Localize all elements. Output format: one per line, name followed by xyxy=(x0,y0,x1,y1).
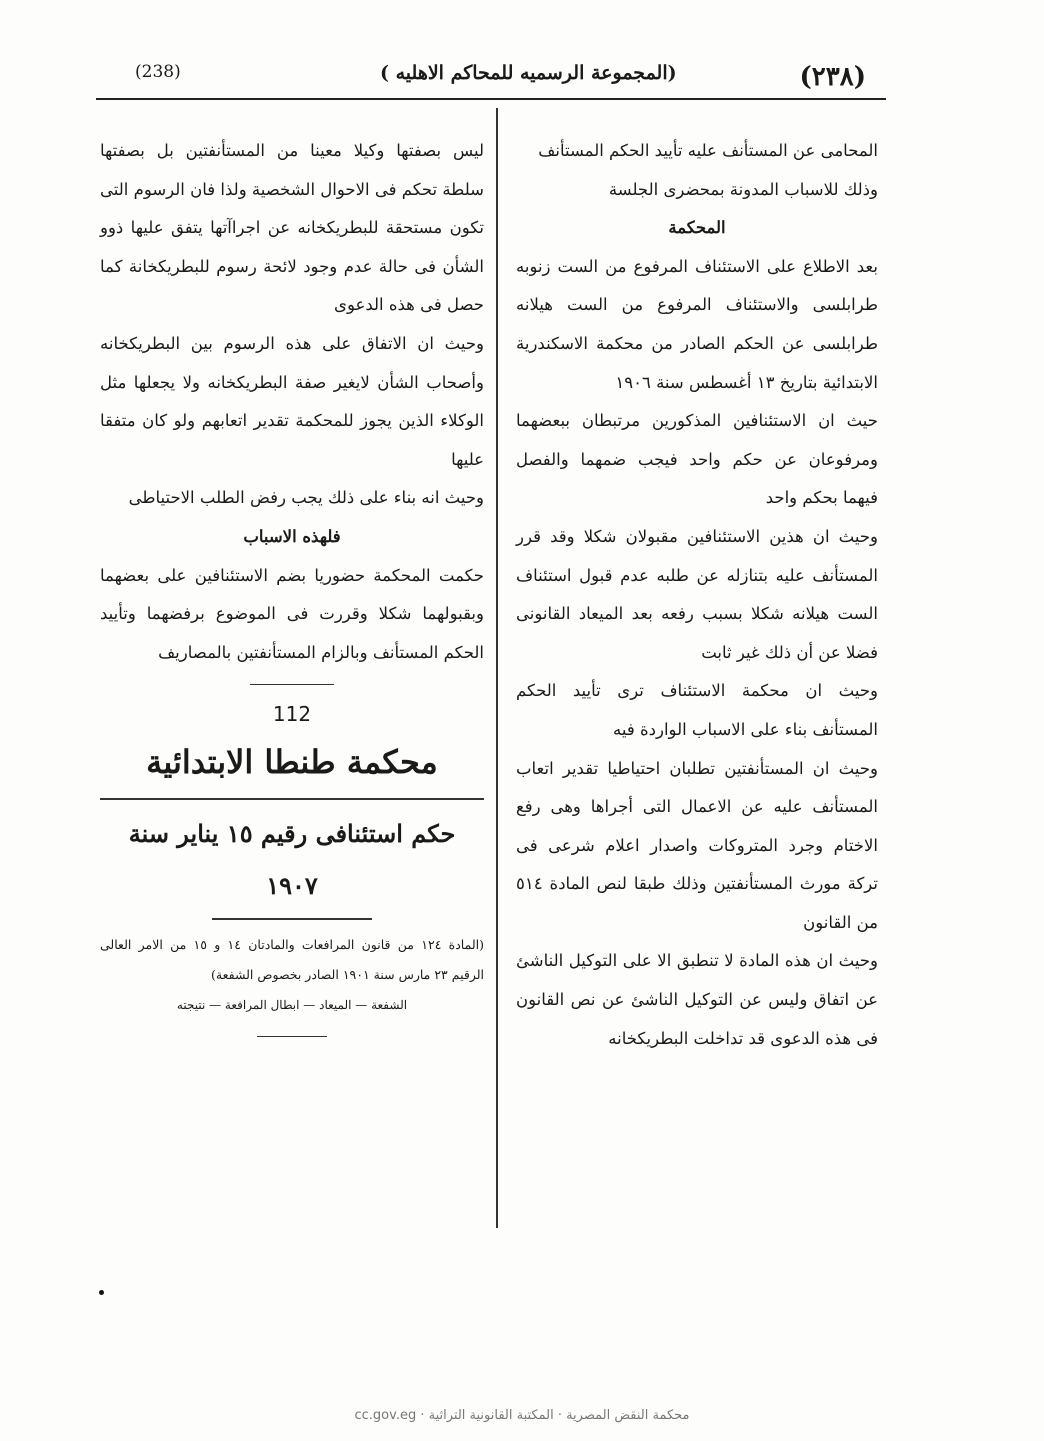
section-separator xyxy=(250,684,334,685)
left-column xyxy=(100,132,484,1037)
left-paragraph-3: وحيث انه بناء على ذلك يجب رفض الطلب الاحتياطى xyxy=(128,488,484,508)
page-number-latin: (238) xyxy=(135,62,181,82)
court-name: محكمة طنطا الابتدائية xyxy=(146,742,438,781)
left-paragraph-1: ليس بصفتها وكيلا معينا من المستأنفتين بل بصفتها سلطة تحكم فى الاحوال الشخصية ولذا فان الرسوم التى تكون مستحقة للبطريكخانه عن اجراآتها يتفق عليها ذوو الشأن فى حالة عدم وجود لائحة رسوم للبطريكخانة كما حصل فى هذه الدعوى xyxy=(100,141,484,315)
right-paragraph-3: وحيث ان هذين الاستئنافين مقبولان شكلا وقد قرر المستأنف عليه بتنازله عن طلبه عدم قبول استئناف الست هيلانه شكلا بسبب رفعه بعد الميعاد القانونى فضلا عن أن ذلك غير ثابت xyxy=(516,526,878,662)
right-paragraph-5: وحيث ان المستأنفتين تطلبان احتياطيا تقدير اتعاب المستأنف عليه عن الاعمال التى أجراها وهى رفع الاختام وجرد المتروكات واصدار اعلام شرعى فى تركة مورث المستأنفتين وذلك طبقا لنص المادة ٥١٤ من القانون xyxy=(516,758,878,932)
running-title: (المجموعة الرسميه للمحاكم الاهليه ) xyxy=(380,62,677,84)
case-number: 112 xyxy=(272,702,312,727)
keywords-line: الشفعة — الميعاد — ابطال المرافعة — نتيجته xyxy=(176,997,408,1012)
legal-note: (المادة ١٢٤ من قانون المرافعات والمادتان ١٤ و ١٥ من الامر العالى الرقيم ٢٣ مارس سنة ١٩٠١ الصادر بخصوص الشفعة) xyxy=(100,936,484,982)
right-paragraph-4: وحيث ان محكمة الاستئناف ترى تأييد الحكم المستأنف بناء على الاسباب الواردة فيه xyxy=(516,681,878,739)
column-divider xyxy=(496,108,498,1228)
section-heading-court: المحكمة xyxy=(668,218,726,238)
right-column xyxy=(516,132,878,1058)
judgment-title: حكم استئنافى رقيم ١٥ يناير سنة ١٩٠٧ xyxy=(128,818,456,900)
right-line-1: المحامى عن المستأنف عليه تأييد الحكم المستأنف xyxy=(538,141,878,160)
right-paragraph-1: بعد الاطلاع على الاستئناف المرفوع من الست زنوبه طرابلسى والاستئناف المرفوع من الست هيلانه طرابلسى عن الحكم الصادر من محكمة الاسكندرية الابتدائية بتاريخ ١٣ أغسطس سنة ١٩٠٦ xyxy=(516,256,878,392)
court-rule xyxy=(100,798,484,800)
section-heading-reasons: فلهذه الاسباب xyxy=(243,526,341,546)
right-paragraph-6: وحيث ان هذه المادة لا تنطبق الا على التوكيل الناشئ عن اتفاق وليس عن التوكيل الناشئ عن نص القانون فى هذه الدعوى قد تداخلت البطريكخانه xyxy=(516,951,878,1048)
right-paragraph-2: حيث ان الاستئنافين المذكورين مرتبطان ببعضهما ومرفوعان عن حكم واحد فيجب ضمهما والفصل فيهما بحكم واحد xyxy=(516,411,878,508)
end-rule xyxy=(257,1036,327,1037)
left-paragraph-2: وحيث ان الاتفاق على هذه الرسوم بين البطريكخانه وأصحاب الشأن لايغير صفة البطريكخانه ولا يجعلها مثل الوكلاء الذين يجوز للمحكمة تقدير اتعابهم ولو كان متفقا عليها xyxy=(100,333,484,469)
page-number-arabic: (٢٣٨) xyxy=(799,62,866,92)
footer-attribution: محكمة النقض المصرية · المكتبة القانونية التراثية · cc.gov.eg xyxy=(354,1408,690,1423)
ruling-paragraph: حكمت المحكمة حضوريا بضم الاستئنافين على بعضهما وبقبولهما شكلا وقررت فى الموضوع برفضهما وتأييد الحكم المستأنف وبالزام المستأنفتين بالمصاريف xyxy=(100,565,484,662)
judgment-rule xyxy=(212,918,372,920)
header-rule xyxy=(96,98,886,100)
right-line-2: وذلك للاسباب المدونة بمحضرى الجلسة xyxy=(608,179,878,199)
ink-dot xyxy=(99,1290,104,1295)
